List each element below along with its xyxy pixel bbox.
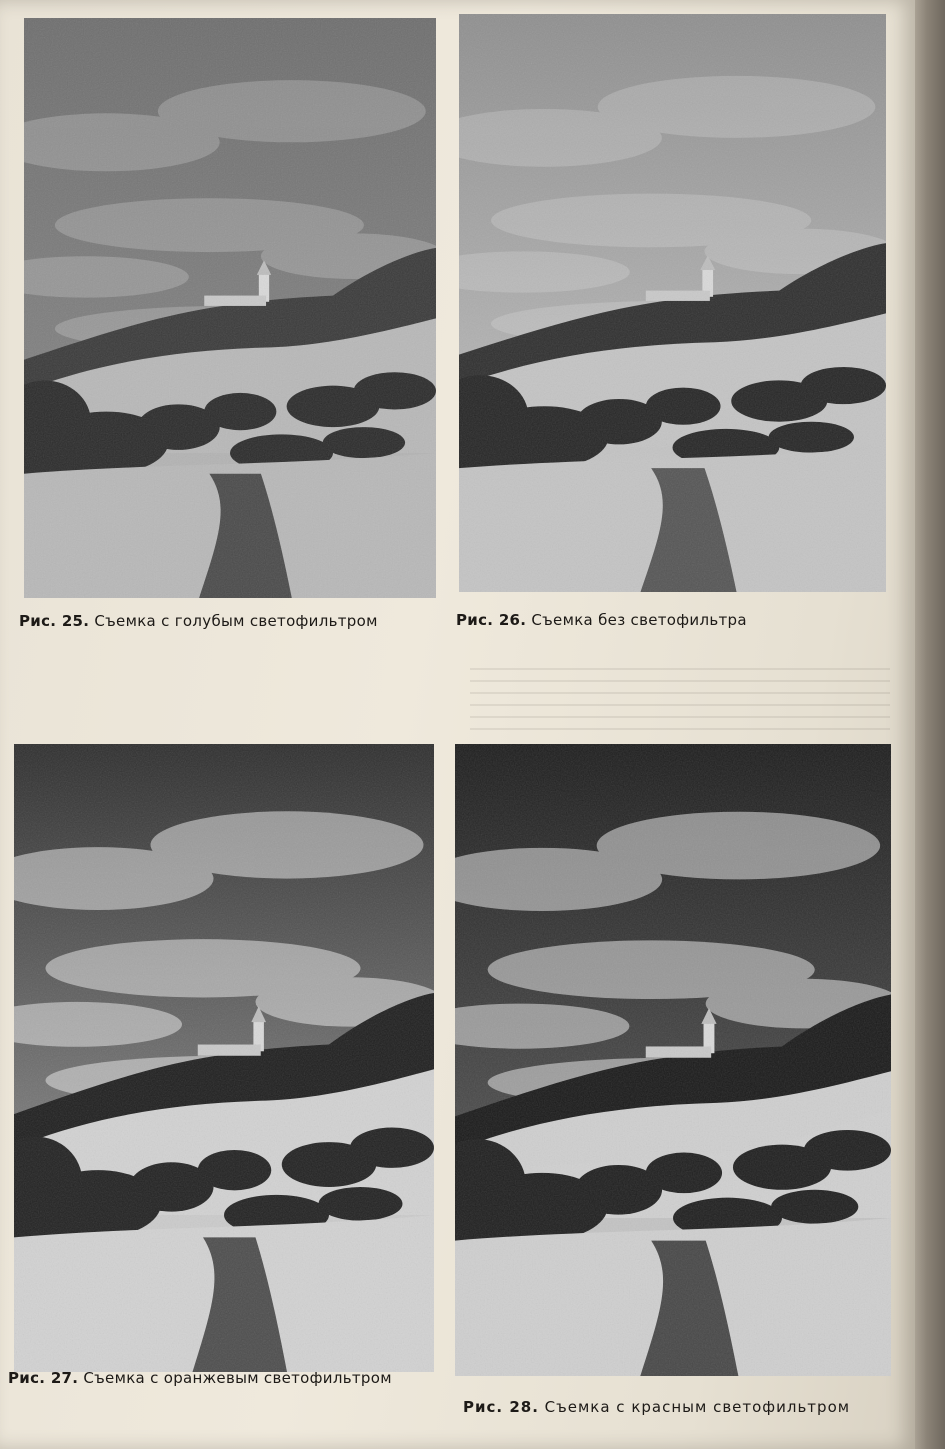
figure-25-photo: [24, 18, 436, 598]
page-edge: [915, 0, 945, 1449]
figure-26-caption: [456, 611, 747, 629]
film-grain: [455, 744, 891, 1376]
figure-25-caption-text: Съемка с голубым светофильтром: [94, 612, 378, 630]
figure-27-photo: [14, 744, 434, 1372]
figure-28-caption-text: Съемка с красным светофильтром: [544, 1398, 851, 1416]
film-grain: [24, 18, 436, 598]
figure-25-label: Рис. 25.: [19, 612, 90, 630]
figure-28-caption: [463, 1398, 850, 1416]
film-grain: [459, 14, 886, 592]
figure-27-caption-text: Съемка с оранжевым светофильтром: [83, 1369, 392, 1387]
figure-25-caption: [19, 612, 378, 630]
figure-26-photo: [459, 14, 886, 592]
figure-26-caption-text: Съемка без светофильтра: [531, 611, 747, 629]
film-grain: [14, 744, 434, 1372]
figure-27-caption: [8, 1369, 392, 1387]
show-through-text: [470, 660, 890, 730]
figure-27-label: Рис. 27.: [8, 1369, 79, 1387]
figure-28-photo: [455, 744, 891, 1376]
figure-26-label: Рис. 26.: [456, 611, 527, 629]
figure-28-label: Рис. 28.: [463, 1398, 539, 1416]
